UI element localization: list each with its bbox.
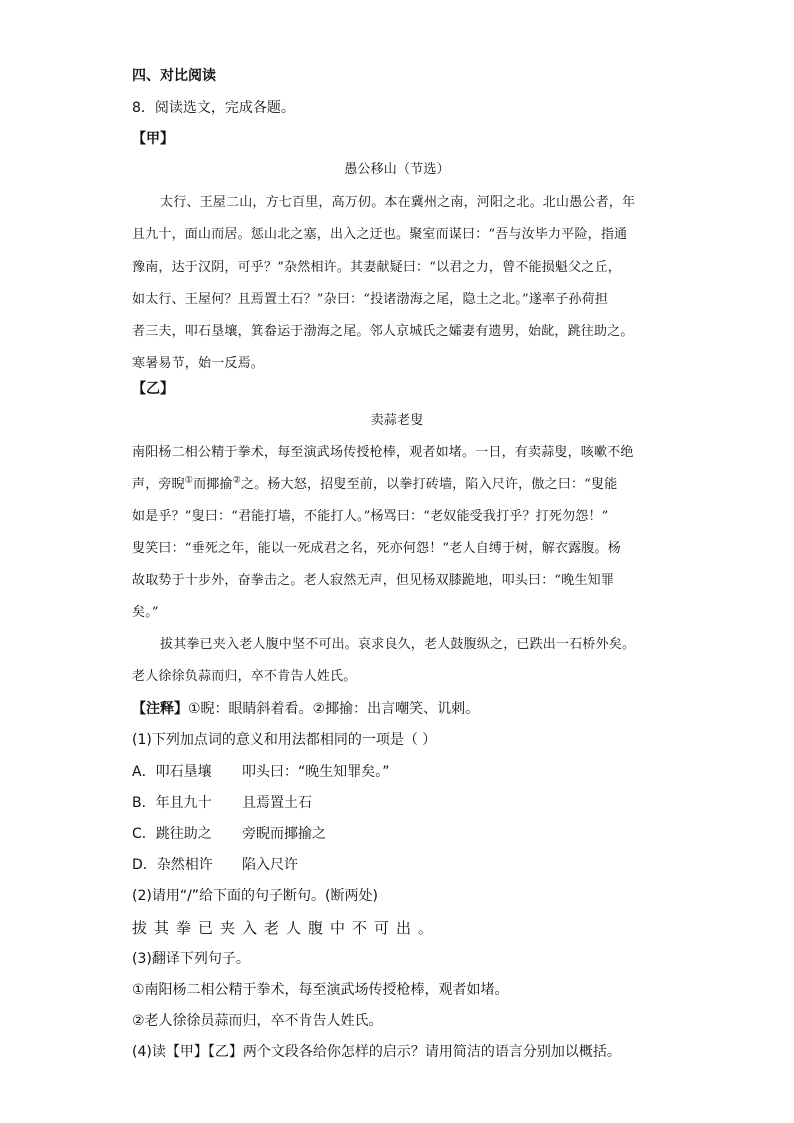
q4-prompt: (4)读【甲】【乙】两个文段各给你怎样的启示？请用简洁的语言分别加以概括。 [132,1044,621,1060]
option-text: 叩头曰：“晚生知罪矣。” [242,764,390,780]
part-a-line: 太行、王屋二山，方七百里，高万仞。本在冀州之南，河阳之北。北山愚公者，年 [160,195,636,210]
option-text: 陷入尺许 [242,857,298,873]
note-2-marker: ② [232,475,241,486]
q2-prompt: (2)请用“/”给下面的句子断句。(断两处) [132,888,378,904]
option-label: A．叩石垦壤 [132,764,212,780]
part-b-line: 叟笑曰：“垂死之年，能以一死成君之名，死亦何怨！”老人自缚于树，解衣露腹。杨 [132,541,621,556]
part-b-paragraph-2: 拔其拳已夹入老人腹中坚不可出。哀求良久，老人鼓腹纵之，已跌出一石桥外矣。 [160,637,636,652]
part-a-line: 豫南，达于汉阴，可乎？”杂然相许。其妻献疑曰：“以君之力，曾不能损魁父之丘， [132,260,621,275]
part-b-line: 如是乎？”叟曰：“君能打墙，不能打人。”杨骂曰：“老奴能受我打乎？打死勿怨！” [132,509,609,524]
part-b-line-text: 之。杨大怒，招叟至前，以拳打砖墙，陷入尺许，傲之曰：“叟能 [240,477,618,492]
part-a-line: 且九十，面山而居。惩山北之塞，出入之迂也。聚室而谋曰：“吾与汝毕力平险，指通 [132,227,628,242]
option-label: C．跳往助之 [132,826,212,842]
part-b-line: 南阳杨二相公精于拳术，每至演武场传授枪棒，观者如堵。一日，有卖蒜叟，咳嗽不绝 [132,445,634,460]
part-a-line: 如太行、王屋何？且焉置土石？”杂曰：“投诸渤海之尾，隐土之北。”遂率子孙荷担 [132,292,609,307]
q3-item: ①南阳杨二相公精于拳术，每至演武场传授枪棒，观者如堵。 [132,982,509,998]
part-b-line-text: 而揶揄 [193,477,233,492]
q1-option [132,762,390,782]
part-a-title: 愚公移山（节选） [344,162,450,177]
part-b-line [132,475,617,495]
q1-option [132,824,326,844]
section-heading: 四、对比阅读 [132,68,216,84]
notes-text: ①睨：眼睛斜着看。②揶揄：出言嘲笑、讥刺。 [188,701,480,717]
notes-label: 【注释】 [132,701,188,717]
q1-option [132,793,312,813]
part-b-line: 故取势于十步外，奋拳击之。老人寂然无声，但见杨双膝跪地，叩头曰：“晚生知罪 [132,573,615,588]
part-b-marker: 【乙】 [132,381,174,397]
part-a-marker: 【甲】 [132,131,174,147]
q2-sentence: 拔其拳已夹入老人腹中不可出。 [132,919,441,937]
option-text: 且焉置土石 [242,795,312,811]
q1-option [132,855,298,875]
note-1-marker: ① [184,475,194,486]
part-a-line: 者三夫，叩石垦壤，箕畚运于渤海之尾。邻人京城氏之孀妻有遗男，始龀，跳往助之。 [132,324,634,339]
q1-prompt: (1)下列加点词的意义和用法都相同的一项是（ ） [132,732,437,748]
question-intro: 8．阅读选文，完成各题。 [132,100,295,116]
option-label: B．年且九十 [132,795,212,811]
part-b-line: 矣。” [132,605,159,620]
part-a-line: 寒暑易节，始一反焉。 [132,356,265,371]
option-text: 旁睨而揶揄之 [242,826,326,842]
part-b-title: 卖蒜老叟 [370,413,424,428]
notes [132,699,479,719]
q3-item: ②老人徐徐员蒜而归，卒不肯告人姓氏。 [132,1013,383,1029]
q3-prompt: (3)翻译下列句子。 [132,951,250,967]
part-b-line-text: 声，旁睨 [132,477,185,492]
option-label: D．杂然相许 [132,857,213,873]
part-b-paragraph-2: 老人徐徐负蒜而归，卒不肯告人姓氏。 [132,669,357,684]
